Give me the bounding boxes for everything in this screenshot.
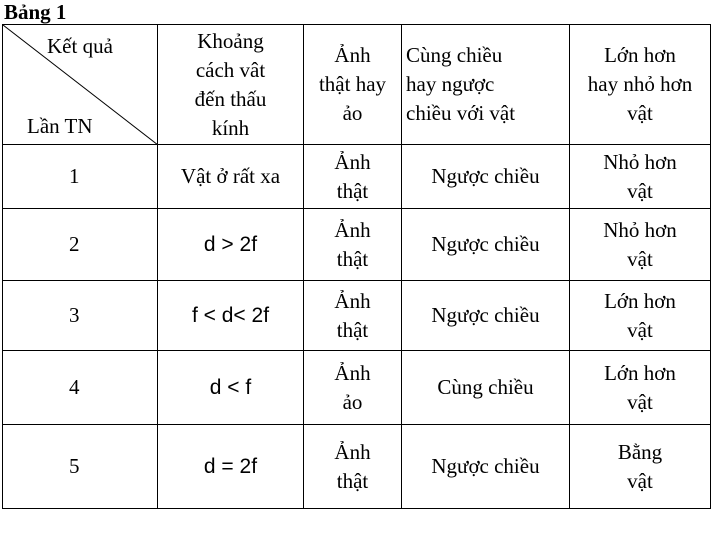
corner-top-label: Kết quả <box>47 34 113 58</box>
results-table <box>2 24 711 509</box>
distance-cell: f < d< 2f <box>158 281 304 351</box>
header-row <box>3 25 711 145</box>
row-number: 4 <box>3 351 158 425</box>
table-title: Bảng 1 <box>4 0 67 24</box>
image-type-cell: Ảnh ảo <box>304 351 402 425</box>
header-distance: Khoảng cách vât đến thấu kính <box>158 25 304 145</box>
header-direction: Cùng chiều hay ngược chiều với vật <box>402 25 570 145</box>
table-row <box>3 425 711 509</box>
row-number: 2 <box>3 209 158 281</box>
size-cell: Nhỏ hơn vật <box>570 209 711 281</box>
size-cell: Nhỏ hơn vật <box>570 145 711 209</box>
header-real-virtual: Ảnh thật hay ảo <box>304 25 402 145</box>
distance-cell: d < f <box>158 351 304 425</box>
direction-cell: Cùng chiều <box>402 351 570 425</box>
image-type-cell: Ảnh thật <box>304 425 402 509</box>
table-row <box>3 145 711 209</box>
table-row <box>3 351 711 425</box>
size-cell: Lớn hơn vật <box>570 351 711 425</box>
image-type-cell: Ảnh thật <box>304 281 402 351</box>
image-type-cell: Ảnh thật <box>304 209 402 281</box>
table-row <box>3 209 711 281</box>
size-cell: Lớn hơn vật <box>570 281 711 351</box>
row-number: 3 <box>3 281 158 351</box>
corner-header-cell <box>3 25 158 145</box>
direction-cell: Ngược chiều <box>402 425 570 509</box>
distance-cell: d = 2f <box>158 425 304 509</box>
direction-cell: Ngược chiều <box>402 209 570 281</box>
row-number: 1 <box>3 145 158 209</box>
corner-bottom-label: Lần TN <box>27 114 93 138</box>
distance-cell: Vật ở rất xa <box>158 145 304 209</box>
header-size: Lớn hơn hay nhỏ hơn vật <box>570 25 711 145</box>
direction-cell: Ngược chiều <box>402 281 570 351</box>
direction-cell: Ngược chiều <box>402 145 570 209</box>
size-cell: Bằng vật <box>570 425 711 509</box>
table-row <box>3 281 711 351</box>
row-number: 5 <box>3 425 158 509</box>
image-type-cell: Ảnh thật <box>304 145 402 209</box>
distance-cell: d > 2f <box>158 209 304 281</box>
